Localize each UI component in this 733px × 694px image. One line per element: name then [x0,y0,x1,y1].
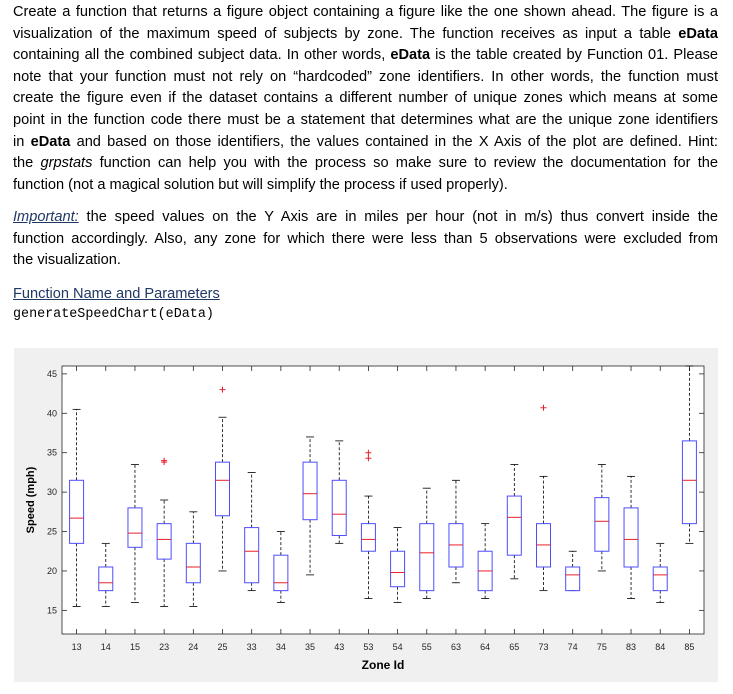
function-heading: Function Name and Parameters [13,286,220,302]
x-tick-label: 75 [596,642,607,652]
paragraph-line [13,67,718,89]
paragraph-line [13,2,718,24]
x-tick-label: 65 [509,642,520,652]
paragraph-line [13,207,718,229]
x-tick-label: 23 [159,642,170,652]
important-note-paragraph [13,207,718,272]
text-run: is the table created by Function 01. Please [430,47,718,64]
text-run: in [13,133,31,150]
function-signature: generateSpeedChart(eData) [13,307,214,322]
y-tick-label: 30 [46,487,57,498]
x-tick-label: 54 [392,642,403,652]
x-tick-label: 73 [538,642,549,652]
y-axis-label: Speed (mph) [25,466,37,534]
x-tick-label: 63 [450,642,461,652]
text-run: the [13,155,41,172]
x-tick-label: 53 [363,642,374,652]
bold-term: eData [30,133,71,150]
italic-term: grpstats [40,155,93,172]
paragraph-line [13,175,718,197]
x-tick-label: 43 [334,642,345,652]
text-run: function accordingly. Also, any zone for which there were less than 5 observations were excluded from [13,230,718,247]
text-run: note that your function must not rely on “hardcoded” zone identifiers. In other words, the function must [13,68,718,85]
x-axis-label: Zone Id [361,658,405,672]
y-tick-label: 35 [46,447,57,458]
boxplot-svg [14,348,718,682]
x-tick-label: 74 [567,642,578,652]
x-tick-label: 15 [129,642,140,652]
instruction-paragraph [13,2,718,196]
x-tick-label: 34 [275,642,286,652]
x-tick-label: 24 [188,642,199,652]
text-run: and based on those identifiers, the values contained in the X Axis of the plot are defined. Hint: [70,133,718,150]
paragraph-line [13,132,718,154]
x-tick-label: 25 [217,642,228,652]
x-tick-label: 13 [71,642,82,652]
text-run: the visualization. [13,252,121,269]
text-run: function (not a magical solution but will simplify the process if used properly). [13,176,508,193]
paragraph-line [13,110,718,132]
paragraph-line [13,229,718,251]
y-tick-label: 15 [46,605,57,616]
text-run: point in the function code there must be a statement that determines what are the unique zone identifiers [13,111,718,128]
x-tick-label: 35 [305,642,316,652]
text-run: function can help you with the process so make sure to review the documentation for the [92,155,718,172]
text-run: create the figure even if the dataset contains a different number of unique zones which means at some [13,90,718,107]
bold-term: eData [390,47,431,64]
paragraph-line [13,88,718,110]
y-tick-label: 40 [46,408,57,419]
x-tick-label: 33 [246,642,257,652]
text-run: Create a function that returns a figure object containing a figure like the one shown ahead. The figure is a [13,4,718,20]
speed-boxplot-figure [14,348,718,682]
text-run: visualization of the maximum speed of subjects by zone. The function receives as input a table [13,25,679,42]
x-tick-label: 84 [655,642,666,652]
y-tick-label: 20 [46,565,57,576]
paragraph-line [13,250,718,272]
y-tick-label: 25 [46,526,57,537]
paragraph-line [13,45,718,67]
plot-area [62,366,704,634]
paragraph-line [13,153,718,175]
x-tick-label: 14 [100,642,111,652]
x-tick-label: 64 [480,642,491,652]
x-tick-label: 55 [421,642,432,652]
x-tick-label: 85 [684,642,695,652]
important-label: Important: [13,209,79,225]
y-tick-label: 45 [46,368,57,379]
paragraph-line [13,24,718,46]
x-tick-label: 83 [626,642,637,652]
text-run: containing all the combined subject data. In other words, [13,47,391,64]
text-run: the speed values on the Y Axis are in miles per hour (not in m/s) thus convert inside the [78,209,718,225]
bold-term: eData [678,25,718,42]
